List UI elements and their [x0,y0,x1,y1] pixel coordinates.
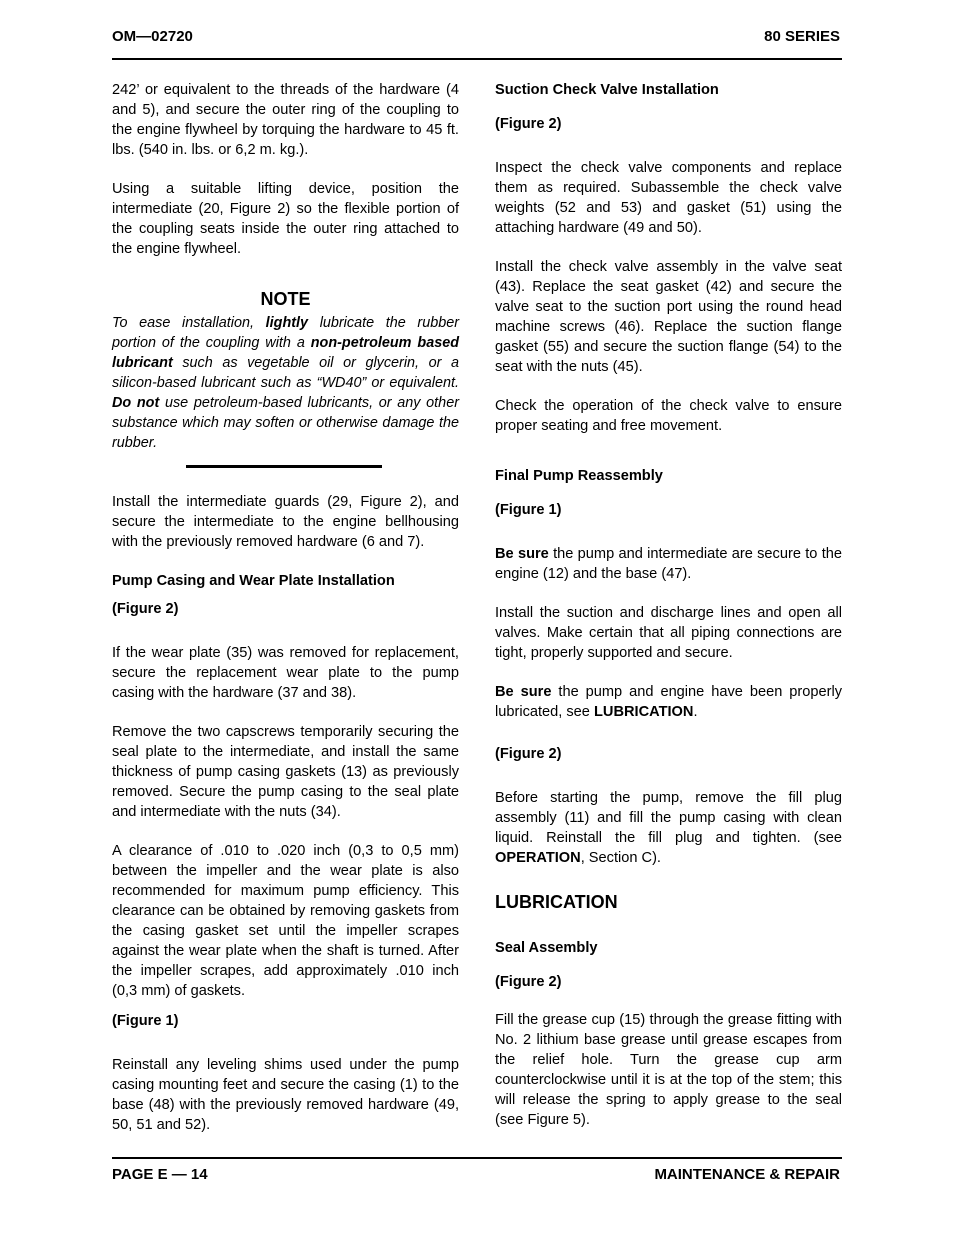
page-number: PAGE E — 14 [112,1166,208,1183]
paragraph: Install the suction and discharge lines and open all valves. Make certain that all piping connections are tight, properly supported and secure. [495,605,842,661]
lubrication-heading: LUBRICATION [495,892,618,912]
page-footer [112,1166,840,1186]
paragraph: A clearance of .010 to .020 inch (0,3 to 0,5 mm) between the impeller and the wear plate is also recommended for maximum pump efficiency. This clearance can be obtained by removing gaskets from the casing gasket set until the impeller scrapes against the wear plate when the shaft is turned. After the impeller scrapes, add approximately .010 inch (0,3 mm) of gaskets. [112,843,459,999]
note-title: NOTE [260,289,311,309]
document-number: OM—02720 [112,28,193,45]
note-end-rule [186,465,382,468]
paragraph: Install the check valve assembly in the valve seat (43). Replace the seat gasket (42) and secure the valve seat to the suction port using the round head machine screws (46). Replace the suction flange gasket (55) and secure the suction flange (54) to the seat with the nuts (45). [495,259,842,375]
paragraph: 242’ or equivalent to the threads of the hardware (4 and 5), and secure the outer ring of the coupling to the engine flywheel by torquing the hardware to 45 ft. lbs. (540 in. lbs. or 6,2 m. kg.). [112,82,459,158]
paragraph: Be sure the pump and engine have been properly lubricated, see LUBRICATION. [495,684,842,720]
figure-reference: (Figure 2) [495,974,562,990]
paragraph: Check the operation of the check valve to ensure proper seating and free movement. [495,398,842,434]
paragraph: Reinstall any leveling shims used under the pump casing mounting feet and secure the casing (1) to the base (48) with the previously removed hardware (49, 50, 51 and 52). [112,1057,459,1133]
footer-rule [112,1157,842,1159]
paragraph: Install the intermediate guards (29, Figure 2), and secure the intermediate to the engine bellhousing with the previously removed hardware (6 and 7). [112,494,459,550]
note-text: To ease installation, lightly lubricate the rubber portion of the coupling with a non-petroleum based lubricant such as vegetable oil or glycerin, or a silicon-based lubricant such as “WD40” or equivalent. Do not use petroleum-based lubricants, or any other substance which may soften or otherwise damage the rubber. [112,315,459,451]
paragraph: If the wear plate (35) was removed for replacement, secure the replacement wear plate to the pump casing with the hardware (37 and 38). [112,645,459,701]
figure-reference: (Figure 1) [112,1013,179,1029]
right-column [495,80,842,1149]
section-heading-seal-assembly: Seal Assembly [495,940,598,956]
figure-reference: (Figure 2) [495,116,562,132]
section-heading-casing: Pump Casing and Wear Plate Installation [112,573,395,589]
figure-reference: (Figure 2) [112,601,179,617]
paragraph: Before starting the pump, remove the fill plug assembly (11) and fill the pump casing with clean liquid. Reinstall the fill plug and tighten. (see OPERATION, Section C). [495,790,842,866]
header-rule [112,58,842,60]
section-heading-final-reassembly: Final Pump Reassembly [495,468,663,484]
series-label: 80 SERIES [764,28,840,45]
section-heading-check-valve: Suction Check Valve Installation [495,82,719,98]
section-label: MAINTENANCE & REPAIR [654,1166,840,1183]
paragraph: Fill the grease cup (15) through the grease fitting with No. 2 lithium base grease until grease escapes from the relief hole. Turn the grease cup arm counterclockwise until it is at the top of the stem; this will release the spring to apply grease to the seal (see Figure 5). [495,1012,842,1128]
paragraph: Be sure the pump and intermediate are secure to the engine (12) and the base (47). [495,546,842,582]
page-header [112,28,840,48]
paragraph: Using a suitable lifting device, position the intermediate (20, Figure 2) so the flexible portion of the coupling seats inside the outer ring attached to the engine flywheel. [112,181,459,257]
figure-reference: (Figure 2) [495,746,562,762]
paragraph: Remove the two capscrews temporarily securing the seal plate to the intermediate, and install the same thickness of pump casing gaskets (13) as previously removed. Secure the pump casing to the seal plate and intermediate with the nuts (34). [112,724,459,820]
left-column [112,80,459,1154]
paragraph: Inspect the check valve components and replace them as required. Subassemble the check valve weights (52 and 53) and gasket (51) using the attaching hardware (49 and 50). [495,160,842,236]
figure-reference: (Figure 1) [495,502,562,518]
